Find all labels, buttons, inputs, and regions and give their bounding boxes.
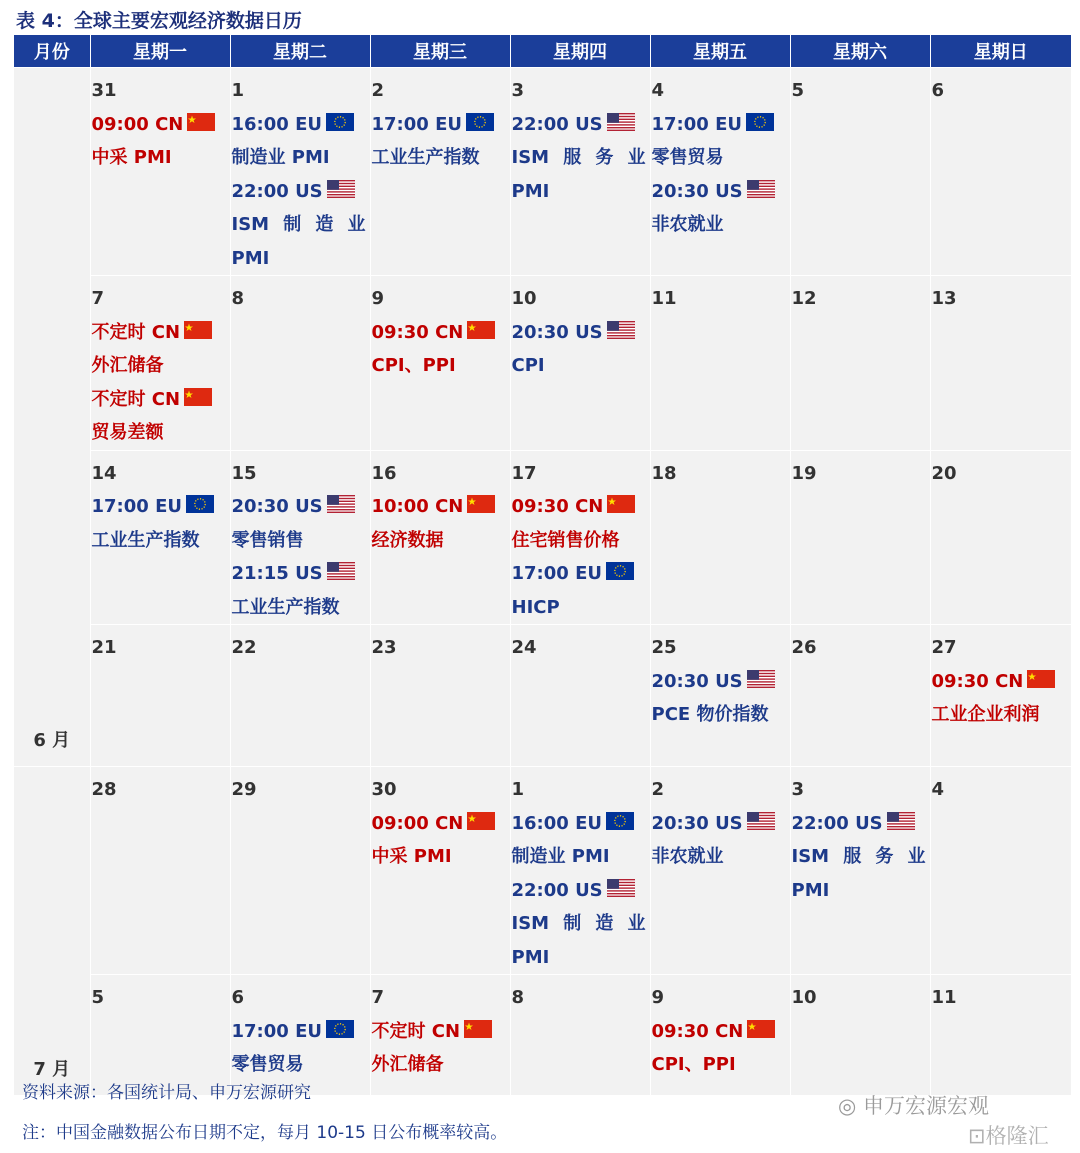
event-name <box>512 840 650 874</box>
day-cell <box>510 68 650 276</box>
event-time <box>232 1015 370 1049</box>
event-name-text: 非农就业 <box>651 846 724 867</box>
day-cell <box>370 625 510 767</box>
day-cell <box>930 975 1071 1095</box>
event-time-label: 16:00 EU <box>511 812 602 834</box>
event-name <box>372 840 510 874</box>
event-name-part: ISM <box>511 913 550 934</box>
day-cell <box>90 975 230 1095</box>
event-time <box>372 490 510 524</box>
event-name <box>92 349 230 383</box>
event-name-text: 非农就业 <box>651 214 724 235</box>
event-time-label: 09:00 CN <box>371 812 464 834</box>
day-cell <box>790 767 930 975</box>
day-cell <box>370 276 510 451</box>
day-number: 22 <box>231 637 257 658</box>
event-name <box>652 141 790 175</box>
event-name-part: 业 <box>627 913 646 934</box>
china-flag-icon <box>467 812 495 830</box>
event-time-label: 22:00 US <box>511 879 603 901</box>
header-wednesday: 星期三 <box>370 35 510 68</box>
event-time-label: 21:15 US <box>231 563 323 584</box>
day-cell <box>510 767 650 975</box>
day-number: 27 <box>931 637 957 658</box>
event-time-label: 17:00 EU <box>511 563 602 584</box>
event-name-line-2: PMI <box>231 247 270 269</box>
event-time-label: 22:00 US <box>791 812 883 834</box>
day-cell <box>370 450 510 625</box>
event-time <box>92 383 230 417</box>
event-time-label: 不定时 CN <box>91 388 181 410</box>
day-cell <box>790 68 930 276</box>
day-number: 10 <box>791 987 817 1008</box>
china-flag-icon <box>607 495 635 513</box>
event-time-label: 09:00 CN <box>91 113 184 135</box>
event-name <box>92 141 230 175</box>
day-cell <box>790 276 930 451</box>
event-name-text: CPI <box>511 355 545 376</box>
event-name <box>652 1048 790 1082</box>
day-cell <box>370 767 510 975</box>
day-cell <box>230 767 370 975</box>
event-name-text: 零售贸易 <box>231 1054 304 1075</box>
day-number: 11 <box>651 288 677 309</box>
event-time-label: 20:30 US <box>231 496 323 517</box>
event-time <box>92 490 230 524</box>
day-number: 1 <box>231 80 245 101</box>
event-time <box>372 1015 510 1049</box>
day-number: 4 <box>931 779 945 800</box>
day-number: 15 <box>231 462 257 484</box>
event-time <box>652 807 790 841</box>
day-cell <box>930 68 1071 276</box>
event-name-text: 零售贸易 <box>651 147 724 168</box>
week-row <box>14 975 1071 1095</box>
event-time-label: 20:30 US <box>651 180 743 202</box>
event-name <box>792 840 930 874</box>
china-flag-icon <box>747 1020 775 1038</box>
event-time <box>932 665 1072 699</box>
us-flag-icon <box>747 670 775 688</box>
us-flag-icon <box>327 562 355 580</box>
day-cell <box>370 975 510 1095</box>
event-name <box>232 208 370 242</box>
event-name-text: 外汇储备 <box>91 355 164 376</box>
day-number: 5 <box>91 987 105 1008</box>
day-number: 18 <box>651 462 677 484</box>
event-time-label: 不定时 CN <box>91 321 181 343</box>
china-flag-icon <box>184 321 212 339</box>
week-row <box>14 767 1071 975</box>
event-name-text: CPI、PPI <box>651 1054 736 1075</box>
eu-flag-icon <box>326 1020 354 1038</box>
event-time <box>232 108 370 142</box>
event-name-text: 工业生产指数 <box>91 529 200 551</box>
watermark-wechat <box>838 1090 989 1120</box>
day-number: 30 <box>371 779 397 800</box>
footnote: 注：中国金融数据公布日期不定，每月 10-15 日公布概率较高。 <box>22 1123 508 1143</box>
day-number: 9 <box>371 288 385 309</box>
china-flag-icon <box>467 321 495 339</box>
event-name-text: 制造业 PMI <box>231 147 330 168</box>
table-title: 表 4：全球主要宏观经济数据日历 <box>16 10 302 32</box>
us-flag-icon <box>327 180 355 198</box>
event-time <box>372 108 510 142</box>
header-sunday: 星期日 <box>930 35 1071 68</box>
day-number: 13 <box>931 288 957 309</box>
event-name <box>232 591 370 625</box>
event-name-text: 中采 PMI <box>371 846 452 867</box>
event-name <box>652 208 790 242</box>
day-number: 29 <box>231 779 257 800</box>
day-number: 10 <box>511 288 537 309</box>
day-cell <box>650 767 790 975</box>
event-name-text: 经济数据 <box>371 529 444 551</box>
china-flag-icon <box>1027 670 1055 688</box>
day-number: 1 <box>511 779 525 800</box>
us-flag-icon <box>887 812 915 830</box>
header-monday: 星期一 <box>90 35 230 68</box>
event-name <box>92 416 230 450</box>
event-name-part: 造 <box>595 913 614 934</box>
event-name <box>372 1048 510 1082</box>
day-cell <box>510 975 650 1095</box>
day-cell <box>650 450 790 625</box>
week-row <box>14 625 1071 767</box>
eu-flag-icon <box>606 812 634 830</box>
day-cell <box>90 68 230 276</box>
event-time <box>652 665 790 699</box>
us-flag-icon <box>607 321 635 339</box>
event-name <box>512 349 650 383</box>
month-cell: 7 月 <box>14 767 90 1095</box>
day-number: 23 <box>371 637 397 658</box>
eu-flag-icon <box>606 562 634 580</box>
event-name-part: 制 <box>563 913 582 934</box>
eu-flag-icon <box>746 113 774 131</box>
day-number: 12 <box>791 288 817 309</box>
watermark-gelonghui <box>968 1120 1049 1150</box>
eu-flag-icon <box>186 495 214 513</box>
day-cell <box>650 68 790 276</box>
event-name <box>652 840 790 874</box>
day-number: 4 <box>651 80 665 101</box>
event-time <box>372 807 510 841</box>
day-number: 7 <box>91 288 105 309</box>
day-cell <box>90 450 230 625</box>
watermark-text-2: 格隆汇 <box>985 1124 1049 1148</box>
event-time-label: 22:00 US <box>231 180 323 202</box>
event-name-part: 务 <box>875 846 894 867</box>
event-name <box>512 141 650 175</box>
event-time-label: 20:30 US <box>511 321 603 343</box>
event-name <box>512 591 650 625</box>
header-month: 月份 <box>14 35 90 68</box>
day-number: 3 <box>791 779 805 800</box>
day-cell <box>230 975 370 1095</box>
event-name-text: 工业企业利润 <box>931 704 1040 725</box>
header-tuesday: 星期二 <box>230 35 370 68</box>
event-name-text: 制造业 PMI <box>511 846 610 867</box>
day-number: 19 <box>791 462 817 484</box>
day-number: 31 <box>91 80 117 101</box>
event-name-line-1 <box>512 907 646 941</box>
event-time-label: 17:00 EU <box>371 113 462 135</box>
day-cell <box>650 276 790 451</box>
day-number: 28 <box>91 779 117 800</box>
event-name-text: 工业生产指数 <box>371 147 480 168</box>
day-cell <box>90 276 230 451</box>
event-time-label: 17:00 EU <box>651 113 742 135</box>
day-cell <box>90 767 230 975</box>
day-cell <box>930 767 1071 975</box>
event-time <box>372 316 510 350</box>
event-name-text: HICP <box>511 596 560 618</box>
day-number: 7 <box>371 987 385 1008</box>
header-thursday: 星期四 <box>510 35 650 68</box>
event-time <box>92 316 230 350</box>
us-flag-icon <box>607 879 635 897</box>
day-cell <box>650 975 790 1095</box>
day-number: 9 <box>651 987 665 1008</box>
event-time-label: 09:30 CN <box>511 496 604 517</box>
event-time-label: 09:30 CN <box>931 670 1024 692</box>
event-name <box>372 524 510 558</box>
event-name-part: 制 <box>283 214 302 235</box>
day-cell <box>230 276 370 451</box>
day-cell <box>790 625 930 767</box>
event-name <box>232 1048 370 1082</box>
day-number: 8 <box>511 987 525 1008</box>
logo-icon: ⊡ <box>968 1124 986 1148</box>
event-name-part: 业 <box>347 214 366 235</box>
event-name-text: PCE 物价指数 <box>651 704 769 725</box>
china-flag-icon <box>464 1020 492 1038</box>
day-cell <box>230 68 370 276</box>
day-number: 14 <box>91 462 117 484</box>
event-time <box>512 316 650 350</box>
day-cell <box>230 450 370 625</box>
event-time <box>652 1015 790 1049</box>
event-time <box>512 490 650 524</box>
event-time-label: 17:00 EU <box>91 496 182 517</box>
event-name-part: 服 <box>563 147 582 168</box>
event-name-part: ISM <box>511 147 550 168</box>
event-name-line-2: PMI <box>791 879 830 901</box>
calendar-table <box>14 35 1071 1095</box>
day-number: 8 <box>231 288 245 309</box>
event-name-line-1 <box>232 208 366 242</box>
day-number: 16 <box>371 462 397 484</box>
day-number: 2 <box>371 80 385 101</box>
event-name-part: 业 <box>907 846 926 867</box>
event-time <box>232 490 370 524</box>
event-name-text: 外汇储备 <box>371 1054 444 1075</box>
header-row <box>14 35 1071 68</box>
day-cell <box>930 625 1071 767</box>
event-time <box>792 807 930 841</box>
event-name-line-1 <box>792 840 926 874</box>
event-time <box>512 807 650 841</box>
day-number: 6 <box>231 987 245 1008</box>
event-time <box>512 874 650 908</box>
day-cell <box>510 276 650 451</box>
day-cell <box>930 276 1071 451</box>
day-number: 3 <box>511 80 525 101</box>
event-time <box>232 557 370 591</box>
event-name <box>372 141 510 175</box>
event-name <box>932 698 1072 732</box>
event-name-text: 贸易差额 <box>91 422 164 443</box>
event-name-part: 务 <box>595 147 614 168</box>
event-name-line-2: PMI <box>511 946 550 968</box>
event-name-line-2: PMI <box>511 180 550 202</box>
event-name <box>652 698 790 732</box>
day-number: 6 <box>931 80 945 101</box>
day-number: 21 <box>91 637 117 658</box>
day-cell <box>90 625 230 767</box>
event-time-label: 09:30 CN <box>651 1020 744 1042</box>
event-name-part: 服 <box>843 846 862 867</box>
china-flag-icon <box>184 388 212 406</box>
event-time-label: 22:00 US <box>511 113 603 135</box>
event-name <box>512 907 650 941</box>
event-name-part: ISM <box>791 846 830 867</box>
event-name <box>372 349 510 383</box>
event-name <box>232 524 370 558</box>
week-row <box>14 276 1071 451</box>
watermark-text: 申万宏源宏观 <box>863 1094 990 1118</box>
day-cell <box>790 975 930 1095</box>
event-time <box>232 175 370 209</box>
us-flag-icon <box>747 812 775 830</box>
event-time-label: 10:00 CN <box>371 496 464 517</box>
event-name-part: 造 <box>315 214 334 235</box>
us-flag-icon <box>747 180 775 198</box>
day-cell <box>230 625 370 767</box>
event-time <box>652 108 790 142</box>
event-time-label: 17:00 EU <box>231 1020 322 1042</box>
us-flag-icon <box>607 113 635 131</box>
week-row <box>14 68 1071 276</box>
day-cell <box>510 450 650 625</box>
event-time-label: 09:30 CN <box>371 321 464 343</box>
day-number: 24 <box>511 637 537 658</box>
event-name <box>512 524 650 558</box>
day-number: 11 <box>931 987 957 1008</box>
event-name-text: 中采 PMI <box>91 147 172 168</box>
event-name-line-1 <box>512 141 646 175</box>
event-time-label: 不定时 CN <box>371 1020 461 1042</box>
event-name-part: 业 <box>627 147 646 168</box>
header-saturday: 星期六 <box>790 35 930 68</box>
event-time <box>652 175 790 209</box>
china-flag-icon <box>187 113 215 131</box>
event-time-label: 16:00 EU <box>231 113 322 135</box>
event-name-part: ISM <box>231 214 270 235</box>
china-flag-icon <box>467 495 495 513</box>
header-friday: 星期五 <box>650 35 790 68</box>
day-cell <box>650 625 790 767</box>
event-time-label: 20:30 US <box>651 812 743 834</box>
us-flag-icon <box>327 495 355 513</box>
day-number: 17 <box>511 462 537 484</box>
day-number: 2 <box>651 779 665 800</box>
event-name <box>232 141 370 175</box>
event-name-text: 零售销售 <box>231 529 304 551</box>
day-number: 25 <box>651 637 677 658</box>
event-time-label: 20:30 US <box>651 670 743 692</box>
week-row <box>14 450 1071 625</box>
month-cell: 6 月 <box>14 68 90 767</box>
event-name <box>92 524 230 558</box>
day-number: 5 <box>791 80 805 101</box>
day-number: 26 <box>791 637 817 658</box>
event-time <box>512 108 650 142</box>
wechat-icon: ◎ <box>838 1094 857 1118</box>
event-name-text: 住宅销售价格 <box>511 529 620 551</box>
event-time <box>92 108 230 142</box>
day-number: 20 <box>931 462 957 484</box>
day-cell <box>370 68 510 276</box>
eu-flag-icon <box>326 113 354 131</box>
event-name-text: CPI、PPI <box>371 355 456 376</box>
day-cell <box>510 625 650 767</box>
event-time <box>512 557 650 591</box>
day-cell <box>930 450 1071 625</box>
source-note: 资料来源：各国统计局、申万宏源研究 <box>22 1083 311 1103</box>
event-name-text: 工业生产指数 <box>231 596 340 618</box>
day-cell <box>790 450 930 625</box>
eu-flag-icon <box>466 113 494 131</box>
